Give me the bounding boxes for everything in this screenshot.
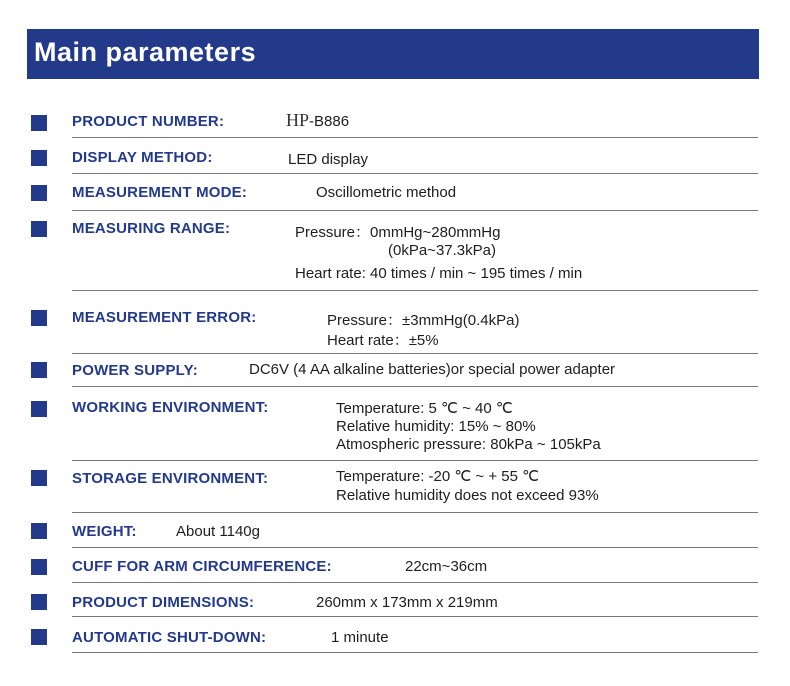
divider xyxy=(72,512,758,513)
param-value-line: Heart rate：±5% xyxy=(327,332,439,349)
divider xyxy=(72,290,758,291)
bullet-icon xyxy=(31,221,47,237)
divider xyxy=(72,652,758,653)
param-label: MEASUREMENT MODE: xyxy=(72,184,248,201)
param-value: 22cm~36cm xyxy=(405,558,488,575)
param-label: MEASUREMENT ERROR: xyxy=(72,309,257,326)
param-value-line: Pressure：±3mmHg(0.4kPa) xyxy=(327,312,520,329)
param-label: AUTOMATIC SHUT-DOWN: xyxy=(72,629,267,646)
param-value-line: Temperature: 5 ℃ ~ 40 ℃ xyxy=(336,400,513,417)
param-label: CUFF FOR ARM CIRCUMFERENCE: xyxy=(72,558,332,575)
divider xyxy=(72,460,758,461)
param-value-line: Atmospheric pressure: 80kPa ~ 105kPa xyxy=(336,436,601,453)
header-banner xyxy=(27,29,759,79)
param-value-suffix: -B886 xyxy=(309,113,350,130)
param-label: PRODUCT NUMBER: xyxy=(72,113,225,130)
bullet-icon xyxy=(31,594,47,610)
page-title: Main parameters xyxy=(34,37,257,67)
param-value: About 1140g xyxy=(176,523,260,540)
param-value-line: Temperature: -20 ℃ ~ + 55 ℃ xyxy=(336,468,539,485)
param-value-prefix: HP xyxy=(286,110,310,130)
bullet-icon xyxy=(31,310,47,326)
bullet-icon xyxy=(31,185,47,201)
param-label: PRODUCT DIMENSIONS: xyxy=(72,594,255,611)
param-label: STORAGE ENVIRONMENT: xyxy=(72,470,269,487)
bullet-icon xyxy=(31,115,47,131)
divider xyxy=(72,386,758,387)
bullet-icon xyxy=(31,470,47,486)
param-value-line: (0kPa~37.3kPa) xyxy=(388,242,496,259)
param-value-line: Relative humidity: 15% ~ 80% xyxy=(336,418,536,435)
param-value-line: Relative humidity does not exceed 93% xyxy=(336,487,599,504)
param-label: POWER SUPPLY: xyxy=(72,362,198,379)
param-value-line: Heart rate: 40 times / min ~ 195 times / min xyxy=(295,265,583,282)
divider xyxy=(72,137,758,138)
param-value xyxy=(286,110,349,131)
divider xyxy=(72,210,758,211)
param-value: LED display xyxy=(288,151,369,168)
param-label: WORKING ENVIRONMENT: xyxy=(72,399,269,416)
bullet-icon xyxy=(31,559,47,575)
bullet-icon xyxy=(31,150,47,166)
param-value-line: Pressure：0mmHg~280mmHg xyxy=(295,224,501,241)
bullet-icon xyxy=(31,523,47,539)
param-value: Oscillometric method xyxy=(316,184,457,201)
param-value: DC6V (4 AA alkaline batteries)or special power adapter xyxy=(249,361,616,378)
divider xyxy=(72,616,758,617)
bullet-icon xyxy=(31,362,47,378)
bullet-icon xyxy=(31,629,47,645)
param-label: DISPLAY METHOD: xyxy=(72,149,213,166)
divider xyxy=(72,547,758,548)
param-value: 1 minute xyxy=(331,629,389,646)
param-label: WEIGHT: xyxy=(72,523,137,540)
param-value: 260mm x 173mm x 219mm xyxy=(316,594,498,611)
divider xyxy=(72,353,758,354)
divider xyxy=(72,173,758,174)
bullet-icon xyxy=(31,401,47,417)
divider xyxy=(72,582,758,583)
param-label: MEASURING RANGE: xyxy=(72,220,231,237)
